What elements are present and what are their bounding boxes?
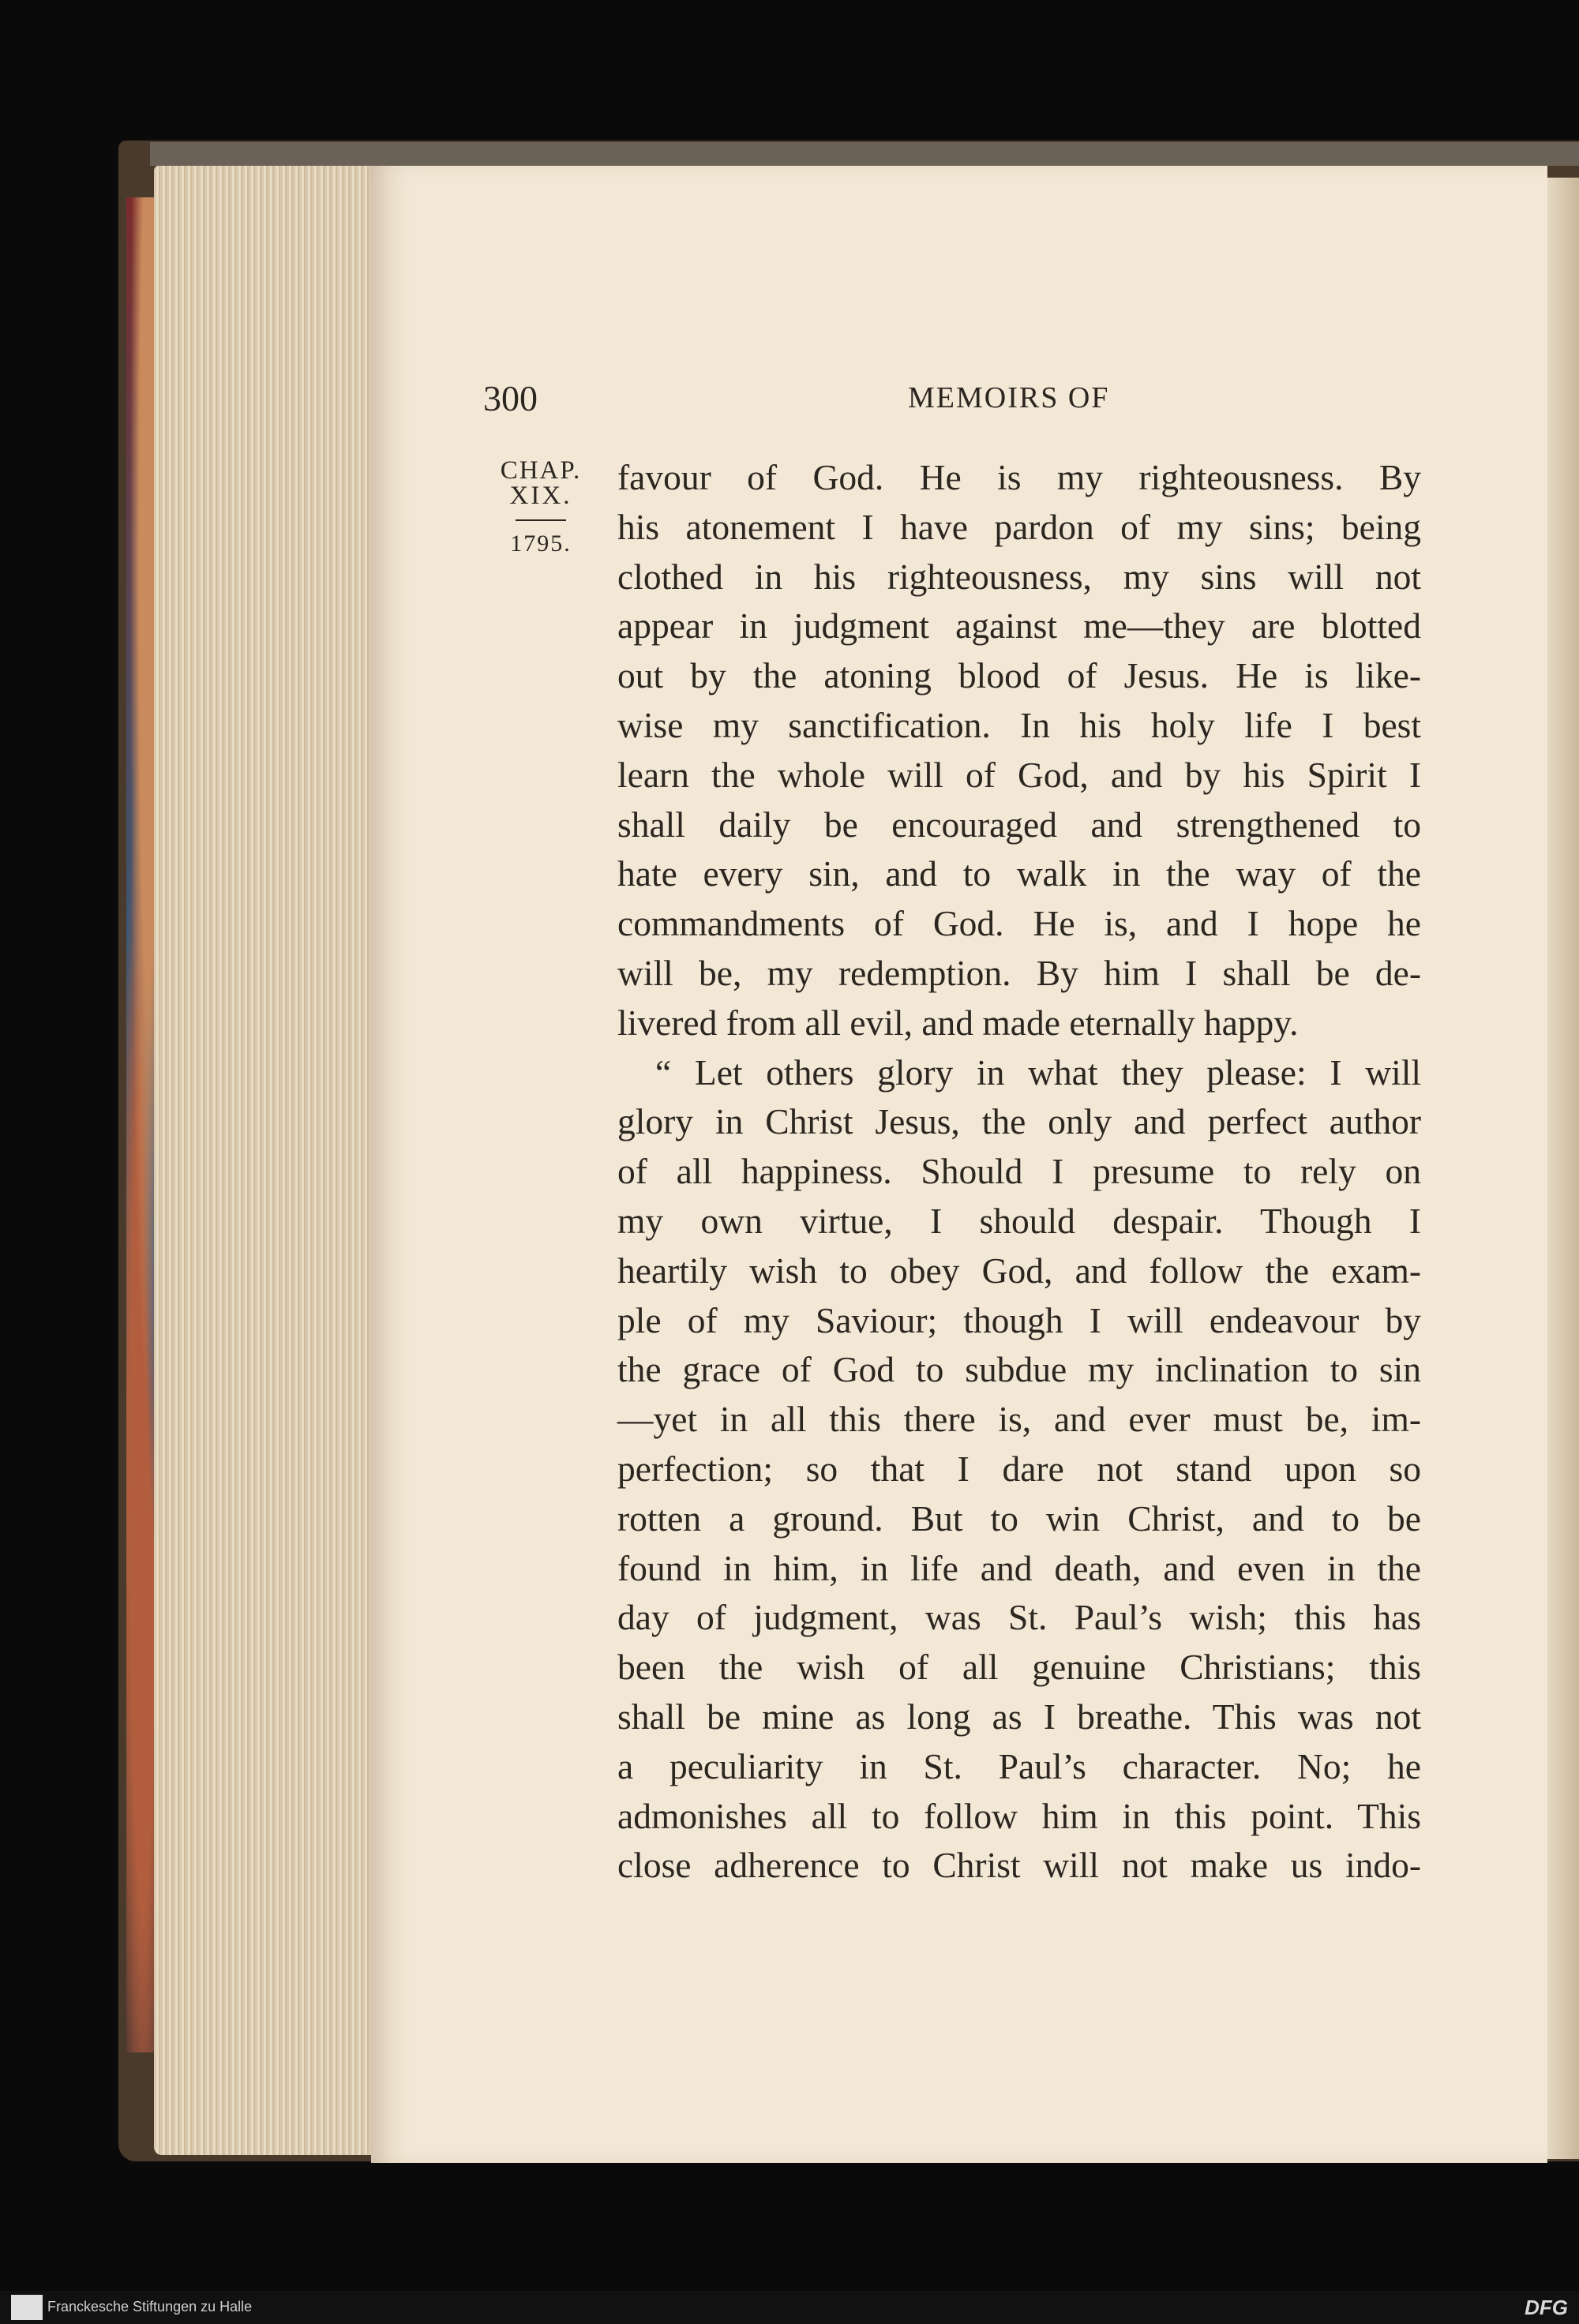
institution-name: Franckesche Stiftungen zu Halle [47, 2299, 253, 2315]
text-line: been the wish of all genuine Christians; this [617, 1647, 1421, 1688]
text-line: my own virtue, I should despair. Though I [617, 1200, 1421, 1241]
text-line: found in him, in life and death, and even in the [617, 1547, 1421, 1588]
text-line: day of judgment, was St. Paul’s wish; this has [617, 1597, 1421, 1638]
text-line: perfection; so that I dare not stand upon so [617, 1448, 1421, 1489]
funder-logo: DFG [1525, 2296, 1568, 2319]
book-top-edge [150, 142, 1579, 166]
text-line: shall daily be encouraged and strengthened to [617, 804, 1421, 845]
page-stack [154, 166, 395, 2155]
text-line: a peculiarity in St. Paul’s character. No; he [617, 1745, 1421, 1786]
text-line: will be, my redemption. By him I shall be de- [617, 952, 1421, 993]
marginal-year: 1795. [510, 530, 572, 557]
text-line: rotten a ground. But to win Christ, and to be [617, 1497, 1421, 1539]
text-line: of all happiness. Should I presume to rely on [617, 1151, 1421, 1192]
text-line: clothed in his righteousness, my sins will not [617, 556, 1421, 597]
text-line: livered from all evil, and made eternally happy. [617, 1002, 1299, 1043]
text-line: —yet in all this there is, and ever must be, im- [617, 1399, 1421, 1440]
page-number: 300 [483, 378, 538, 418]
text-line: glory in Christ Jesus, the only and perfect author [617, 1101, 1421, 1142]
text-line: favour of God. He is my righteousness. By [617, 457, 1421, 497]
text-line: his atonement I have pardon of my sins; being [617, 506, 1421, 547]
marginal-note [489, 458, 592, 557]
text-line: out by the atoning blood of Jesus. He is like- [617, 655, 1421, 696]
text-line: “ Let others glory in what they please: I will [655, 1051, 1421, 1093]
text-line: admonishes all to follow him in this point. This [617, 1795, 1421, 1836]
chapter-label: CHAP. [500, 456, 582, 485]
viewer-footer [0, 2291, 1579, 2324]
text-line: appear in judgment against me—they are blotted [617, 605, 1421, 647]
facing-page-edge [1543, 178, 1579, 2159]
text-line: learn the whole will of God, and by his Spirit I [617, 754, 1421, 795]
running-title: MEMOIRS OF [908, 381, 1110, 414]
text-line: close adherence to Christ will not make us indo- [617, 1845, 1421, 1886]
marginal-rule [516, 519, 566, 521]
text-line: commandments of God. He is, and I hope he [617, 903, 1421, 944]
chapter-number: XIX. [509, 482, 572, 510]
text-line: wise my sanctification. In his holy life I best [617, 704, 1421, 745]
text-line: shall be mine as long as I breathe. This was not [617, 1696, 1421, 1737]
body-text [617, 453, 1421, 1891]
running-head [0, 377, 1579, 417]
text-line: the grace of God to subdue my inclination to sin [617, 1349, 1421, 1390]
institution-logo-icon [11, 2295, 43, 2320]
text-line: heartily wish to obey God, and follow the exam- [617, 1250, 1421, 1291]
text-line: hate every sin, and to walk in the way of the [617, 853, 1421, 894]
text-line: ple of my Saviour; though I will endeavour by [617, 1299, 1421, 1340]
